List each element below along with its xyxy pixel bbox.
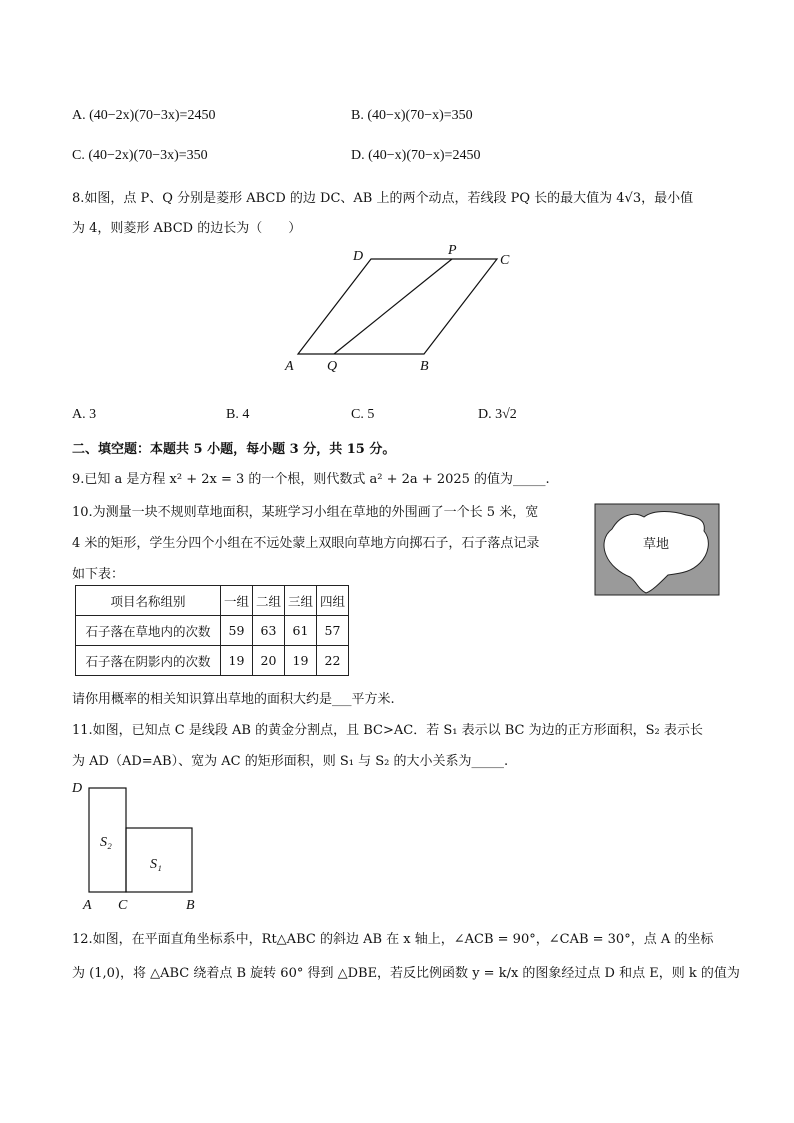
- q10-text-line3: 如下表：: [72, 567, 125, 582]
- table-cell: 61: [285, 616, 317, 646]
- table-cell: 石子落在草地内的次数: [76, 616, 221, 646]
- grass-label: 草地: [643, 537, 670, 552]
- q7-option-b: B. (40−x)(70−x)=350: [351, 108, 473, 123]
- grass-figure: [594, 503, 721, 597]
- table-header-row: [76, 586, 349, 616]
- q8-option-c: C. 5: [351, 407, 375, 422]
- q7-option-c: C. (40−2x)(70−3x)=350: [72, 148, 208, 163]
- label-b: B: [186, 898, 195, 912]
- q12-text-line1: 12.如图，在平面直角坐标系中，Rt△ABC 的斜边 AB 在 x 轴上，∠ACB = 90°，∠CAB = 30°，点 A 的坐标: [72, 932, 714, 947]
- table-cell: 57: [317, 616, 349, 646]
- q11-text-line1: 11.如图，已知点 C 是线段 AB 的黄金分割点，且 BC>AC．若 S₁ 表示以 BC 为边的正方形面积，S₂ 表示长: [72, 723, 703, 738]
- label-d: D: [353, 249, 364, 264]
- table-row: [76, 646, 349, 676]
- q8-option-b: B. 4: [226, 407, 250, 422]
- label-c: C: [118, 898, 128, 912]
- label-b: B: [420, 359, 429, 374]
- q9-text: 9.已知 a 是方程 x² + 2x = 3 的一个根，则代数式 a² + 2a + 2025 的值为_____.: [72, 472, 550, 487]
- table-header-cell: 三组: [285, 586, 317, 616]
- rhombus-abcd: [298, 259, 497, 354]
- table-header-cell: 一组: [221, 586, 253, 616]
- table-cell: 20: [253, 646, 285, 676]
- q8-text-line2: 为 4，则菱形 ABCD 的边长为（ ）: [72, 221, 302, 236]
- label-s1: S₁: [150, 857, 162, 872]
- label-a: A: [83, 898, 92, 912]
- label-c: C: [500, 253, 510, 268]
- golden-section-figure: [70, 776, 210, 912]
- q8-option-d: D. 3√2: [478, 407, 517, 422]
- label-d: D: [72, 781, 83, 796]
- q7-option-a: A. (40−2x)(70−3x)=2450: [72, 108, 216, 123]
- label-a: A: [285, 359, 294, 374]
- q10-text-line2: 4 米的矩形，学生分四个小组在不远处蒙上双眼向草地方向掷石子，石子落点记录: [72, 536, 540, 551]
- q8-text-line1: 8.如图，点 P、Q 分别是菱形 ABCD 的边 DC、AB 上的两个动点，若线段 PQ 长的最大值为 4√3，最小值: [72, 191, 694, 206]
- table-cell: 59: [221, 616, 253, 646]
- rhombus-figure: [280, 244, 520, 376]
- throw-record-table: [75, 585, 349, 676]
- table-cell: 63: [253, 616, 285, 646]
- table-cell: 19: [285, 646, 317, 676]
- table-cell: 石子落在阴影内的次数: [76, 646, 221, 676]
- label-p: P: [448, 244, 457, 258]
- label-s2: S₂: [100, 835, 112, 850]
- q8-option-a: A. 3: [72, 407, 97, 422]
- table-cell: 22: [317, 646, 349, 676]
- table-header-cell: 四组: [317, 586, 349, 616]
- table-cell: 19: [221, 646, 253, 676]
- q12-text-line2: 为 (1,0)，将 △ABC 绕着点 B 旋转 60° 得到 △DBE，若反比例函数 y = k/x 的图象经过点 D 和点 E，则 k 的值为: [72, 966, 740, 981]
- section-heading: 二、填空题：本题共 5 小题，每小题 3 分，共 15 分。: [72, 442, 396, 457]
- table-row: [76, 616, 349, 646]
- table-header-cell: 二组: [253, 586, 285, 616]
- q10-question: 请你用概率的相关知识算出草地的面积大约是___平方米.: [72, 692, 395, 707]
- q7-option-d: D. (40−x)(70−x)=2450: [351, 148, 481, 163]
- label-q: Q: [327, 359, 338, 374]
- q10-text-line1: 10.为测量一块不规则草地面积，某班学习小组在草地的外围画了一个长 5 米，宽: [72, 505, 539, 520]
- q11-text-line2: 为 AD（AD=AB）、宽为 AC 的矩形面积，则 S₁ 与 S₂ 的大小关系为_____.: [72, 754, 509, 769]
- table-header-cell: 项目名称组别: [76, 586, 221, 616]
